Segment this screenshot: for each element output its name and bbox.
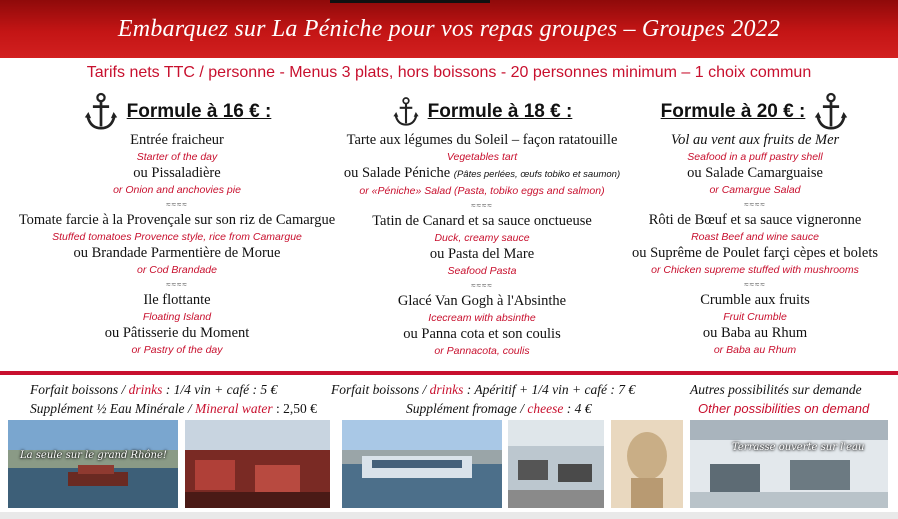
drinks-package-1: Forfait boissons / drinks : 1/4 vin + café : 5 € [30,382,278,397]
photo-caption: Terrasse ouverte sur l'eau [732,442,865,453]
dish: ou Suprême de Poulet farçi cèpes et bolets [631,245,879,261]
photo-strip [0,420,898,512]
top-strip [330,0,490,3]
red-divider [0,371,898,375]
dish: Vol au vent aux fruits de Mer [670,132,840,148]
dish-translation: Starter of the day [136,151,218,163]
dish: ou Panna cota et son coulis [403,326,561,342]
dish-with-note [332,165,632,183]
header-banner [0,0,898,58]
other-options-en: Other possibilities on demand [698,401,870,416]
dish: Tarte aux légumes du Soleil – façon ratatouille [346,132,618,148]
dish: Crumble aux fruits [700,292,810,308]
bottom-strip [0,512,898,519]
photo-caption: La seule sur le grand Rhône! [20,450,167,461]
dish-translation: Icecream with absinthe [428,312,536,324]
separator: ≈≈≈≈ [744,280,766,289]
separator: ≈≈≈≈ [166,280,188,289]
dish: Glacé Van Gogh à l'Absinthe [397,293,567,309]
dish: ou Brandade Parmentière de Morue [73,245,281,261]
separator: ≈≈≈≈ [166,200,188,209]
dish-translation: or Onion and anchovies pie [113,184,241,196]
page-title: Embarquez sur La Péniche pour vos repas groupes – Groupes 2022 [117,15,781,42]
dish: ou Salade Péniche [343,165,451,181]
dish-translation: Roast Beef and wine sauce [691,231,819,243]
anchor-icon [392,95,420,129]
dish: Tatin de Canard et sa sauce onctueuse [372,213,592,229]
dish-translation: Fruit Crumble [723,311,787,323]
dish-translation: or Pannacota, coulis [434,345,530,357]
dish: ou Pasta del Mare [429,246,535,262]
dish-translation: Duck, creamy sauce [434,232,530,244]
anchor-icon [83,92,119,132]
formule-title: Formule à 18 € : [427,101,573,122]
dish-translation: Vegetables tart [446,151,518,163]
dish-translation: or «Péniche» Salad (Pasta, tobiko eggs and salmon) [359,185,605,197]
anchor-icon [813,92,849,132]
other-options-fr: Autres possibilités sur demande [690,382,862,397]
separator: ≈≈≈≈ [471,201,493,210]
dish-note: (Pâtes perlées, œufs tobiko et saumon) [453,169,621,180]
formule-title: Formule à 16 € : [126,101,272,122]
dish: Rôti de Bœuf et sa sauce vigneronne [648,212,862,228]
dish-translation: or Baba au Rhum [713,344,797,356]
boat-exterior-photo [342,420,502,508]
dish-translation: Seafood Pasta [447,265,517,277]
dish-translation: or Pastry of the day [131,344,223,356]
dish-translation: Stuffed tomatoes Provence style, rice from Camargue [52,231,302,243]
formule-16-column [12,92,342,358]
separator: ≈≈≈≈ [471,281,493,290]
dish: Entrée fraicheur [130,132,224,148]
dish-translation: or Camargue Salad [709,184,801,196]
formule-title: Formule à 20 € : [660,101,806,122]
drinks-package-2: Forfait boissons / drinks : Apéritif + 1/4 vin + café : 7 € [331,382,636,397]
dish: Ile flottante [143,292,211,308]
dish-translation: or Chicken supreme stuffed with mushrooms [651,264,859,276]
formule-20-column [615,92,895,358]
dish: ou Pâtisserie du Moment [104,325,250,341]
water-supplement: Supplément ½ Eau Minérale / Mineral water : 2,50 € [30,401,317,416]
terrace-photo [508,420,604,508]
dish-translation: Seafood in a puff pastry shell [687,151,823,163]
cheese-supplement: Supplément fromage / cheese : 4 € [406,401,592,416]
dish: Tomate farcie à la Provençale sur son riz de Camargue [18,212,336,228]
separator: ≈≈≈≈ [744,200,766,209]
dish: ou Baba au Rhum [702,325,808,341]
dish-translation: Floating Island [142,311,212,323]
bust-statue-photo [611,420,683,508]
open-terrace-photo [690,420,888,508]
dish: ou Pissaladière [133,165,221,181]
dish-translation: or Cod Brandade [137,264,217,276]
dish: ou Salade Camarguaise [687,165,823,181]
pricing-subtitle: Tarifs nets TTC / personne - Menus 3 plats, hors boissons - 20 personnes minimum – 1 choix commun [86,64,812,81]
formule-18-column [332,92,632,359]
dining-room-photo [185,420,330,508]
river-boat-photo [8,420,178,508]
